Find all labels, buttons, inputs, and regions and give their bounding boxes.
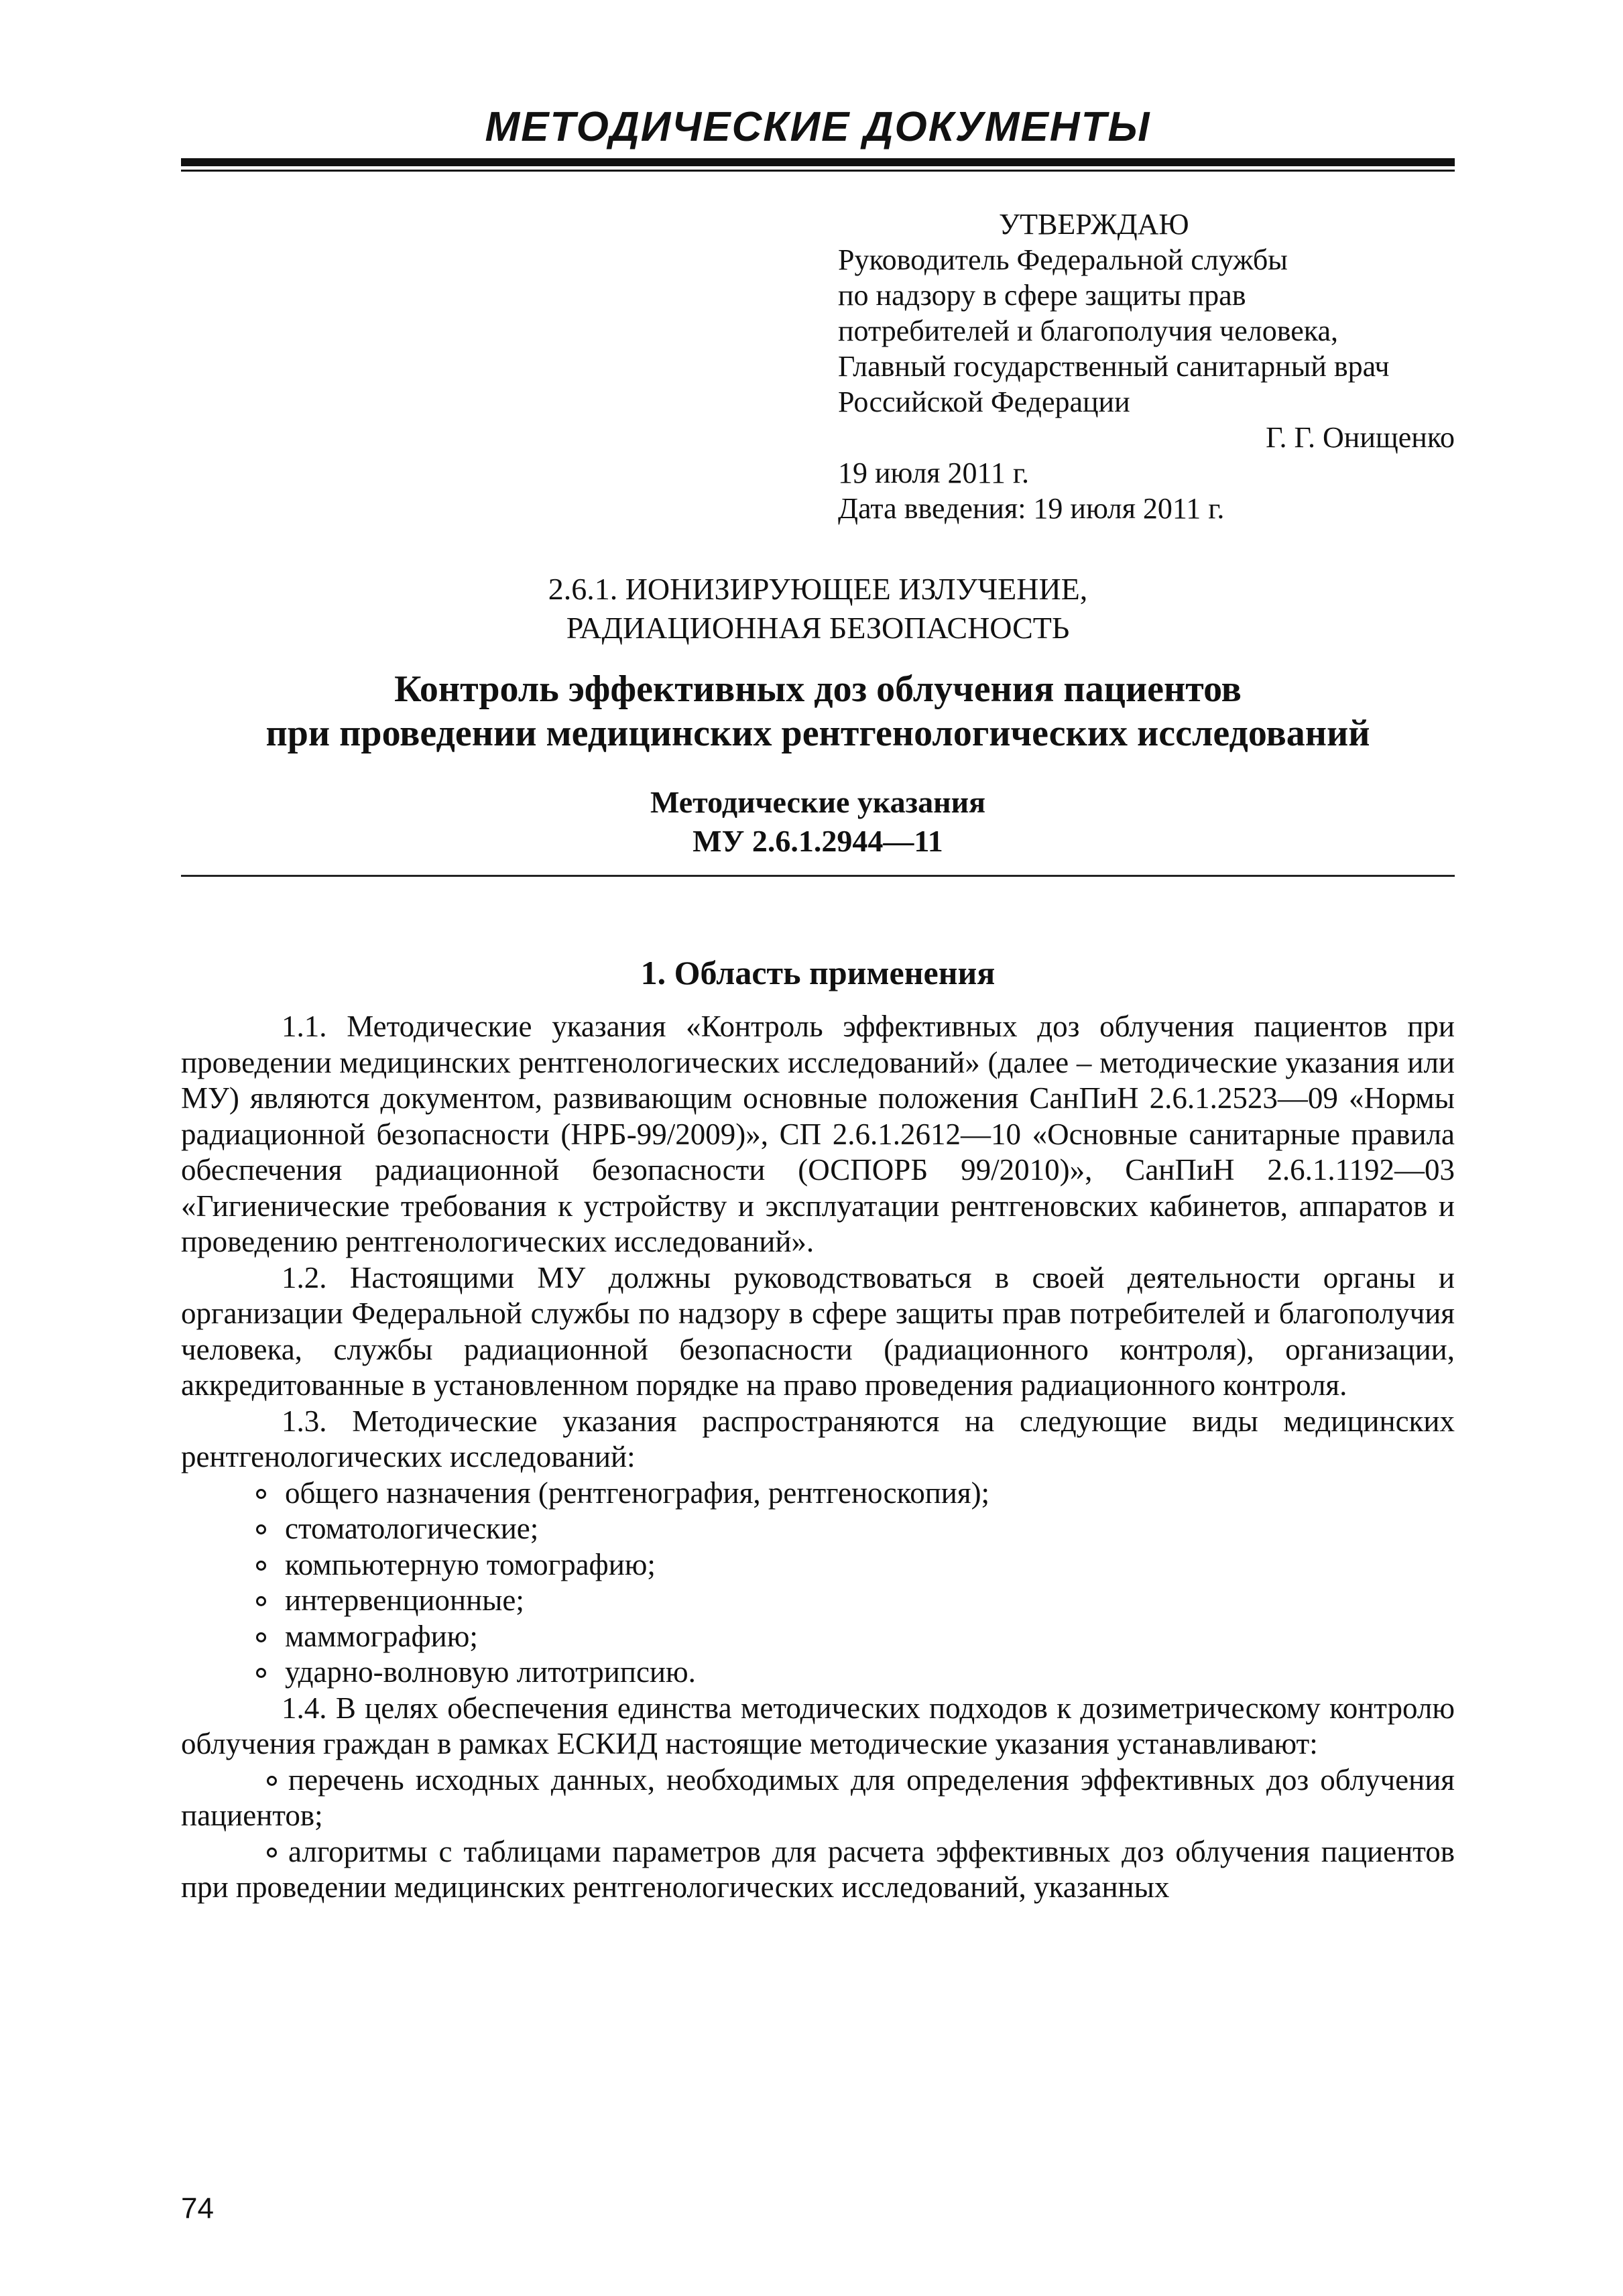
exam-types-list [181, 1475, 1455, 1691]
paragraph-1-3: 1.3. Методические указания распространяются на следующие виды медицинских рентгенологических исследований: [181, 1404, 1455, 1473]
list-item: интервенционные; [181, 1583, 1455, 1619]
list-item: общего назначения (рентгенография, рентгеноскопия); [181, 1475, 1455, 1512]
running-header-title: МЕТОДИЧЕСКИЕ ДОКУМЕНТЫ [485, 104, 1151, 150]
approval-line: по надзору в сфере защиты прав [838, 279, 1246, 312]
title-separator-rule [181, 875, 1455, 877]
document-type [181, 783, 1455, 861]
header-rule-thick [181, 158, 1455, 166]
list-item: маммографию; [181, 1619, 1455, 1655]
document-title-line: Контроль эффективных доз облучения пациентов [394, 668, 1242, 710]
approval-date: 19 июля 2011 г. [838, 457, 1029, 489]
section-body [181, 1009, 1455, 1906]
list-item: стоматологические; [181, 1511, 1455, 1547]
approval-line: потребителей и благополучия человека, [838, 314, 1339, 347]
classifier-line: РАДИАЦИОННАЯ БЕЗОПАСНОСТЬ [566, 611, 1070, 645]
list-item: компьютерную томографию; [181, 1547, 1455, 1583]
bullet-paragraph [181, 1762, 1455, 1834]
header-double-rule [181, 158, 1455, 172]
header-rule-thin [181, 170, 1455, 172]
running-header [181, 101, 1455, 172]
section-heading: 1. Область применения [640, 954, 996, 991]
classifier-line: 2.6.1. ИОНИЗИРУЮЩЕЕ ИЗЛУЧЕНИЕ, [548, 572, 1088, 606]
document-title-line: при проведении медицинских рентгенологических исследований [265, 713, 1370, 754]
approval-signer: Г. Г. Онищенко [1266, 421, 1455, 454]
classifier-heading [181, 570, 1455, 648]
paragraph-1-1: 1.1. Методические указания «Контроль эффективных доз облучения пациентов при проведении медицинских рентгенологических исследований» (далее – методические указания или МУ) являются документом, развивающим основные положения СанПиН 2.6.1.2523—09 «Нормы радиационной безопасности (НРБ-99/2009)», СП 2.6.1.2612—10 «Основные санитарные правила обеспечения радиационной безопасности (ОСПОРБ 99/2010)», СанПиН 2.6.1.1192—03 «Гигиенические требования к устройству и эксплуатации рентгеновских кабинетов, аппаратов и проведению рентгенологических исследований». [181, 1010, 1455, 1258]
approval-line: Российской Федерации [838, 385, 1130, 418]
paragraph-1-2: 1.2. Настоящими МУ должны руководствоваться в своей деятельности органы и организации Федеральной службы по надзору в сфере защиты прав потребителей и благополучия человека, службы радиационной безопасности (радиационного контроля), организации, аккредитованные в установленном порядке на право проведения радиационного контроля. [181, 1260, 1455, 1402]
document-kind: Методические указания [650, 785, 986, 819]
bullet-paragraph-text: алгоритмы с таблицами параметров для расчета эффективных доз облучения пациентов при проведении медицинских рентгенологических исследований, указанных [181, 1834, 1455, 1904]
bullet-paragraph-text: перечень исходных данных, необходимых для определения эффективных доз облучения пациентов; [181, 1762, 1455, 1832]
page-number: 74 [181, 2192, 214, 2225]
approval-block [838, 206, 1455, 526]
bullet-paragraph [181, 1834, 1455, 1906]
document-code: МУ 2.6.1.2944—11 [693, 824, 943, 858]
paragraph-1-4: 1.4. В целях обеспечения единства методических подходов к дозиметрическому контролю облучения граждан в рамках ЕСКИД настоящие методические указания устанавливают: [181, 1691, 1455, 1760]
document-title [181, 667, 1455, 756]
approval-heading: УТВЕРЖДАЮ [999, 208, 1189, 241]
effective-date: Дата введения: 19 июля 2011 г. [838, 492, 1225, 525]
list-item: ударно-волновую литотрипсию. [181, 1654, 1455, 1691]
approval-line: Руководитель Федеральной службы [838, 243, 1288, 276]
approval-line: Главный государственный санитарный врач [838, 350, 1390, 383]
